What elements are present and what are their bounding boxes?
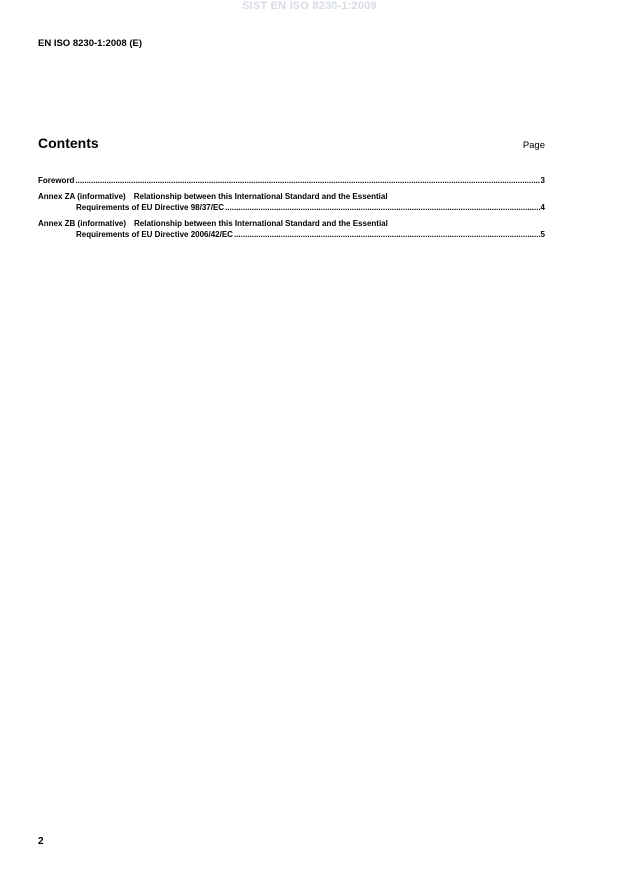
document-id: EN ISO 8230-1:2008 (E): [38, 38, 143, 49]
toc-entry-label[interactable]: Foreword: [38, 176, 75, 185]
contents-title: Contents: [38, 135, 99, 151]
toc-entry-label[interactable]: Annex ZB (informative): [38, 219, 127, 228]
toc-entry-title[interactable]: Relationship between this International Standard and the Essential: [134, 219, 388, 228]
table-of-contents: [38, 175, 545, 245]
toc-entry-title[interactable]: Relationship between this International Standard and the Essential: [133, 192, 388, 201]
toc-entry-annex-zb[interactable]: [38, 218, 545, 240]
toc-leader-dots: [234, 229, 540, 240]
toc-entry-page[interactable]: 5: [540, 230, 545, 239]
toc-leader-dots: [75, 175, 539, 186]
toc-leader-dots: [225, 202, 539, 213]
page-number: 2: [38, 836, 44, 847]
page-column-label: Page: [522, 140, 545, 151]
toc-entry-page[interactable]: 3: [540, 176, 545, 185]
toc-entry-foreword[interactable]: [38, 175, 545, 186]
toc-entry-title-continued[interactable]: Requirements of EU Directive 2006/42/EC: [76, 230, 233, 239]
contents-header: [38, 135, 545, 151]
toc-entry-title-continued[interactable]: Requirements of EU Directive 98/37/EC: [76, 203, 225, 212]
toc-entry-label[interactable]: Annex ZA (informative): [38, 192, 126, 201]
toc-entry-annex-za[interactable]: [38, 191, 545, 213]
toc-entry-page[interactable]: 4: [540, 203, 545, 212]
watermark: SIST EN ISO 8230-1:2009: [242, 0, 377, 12]
